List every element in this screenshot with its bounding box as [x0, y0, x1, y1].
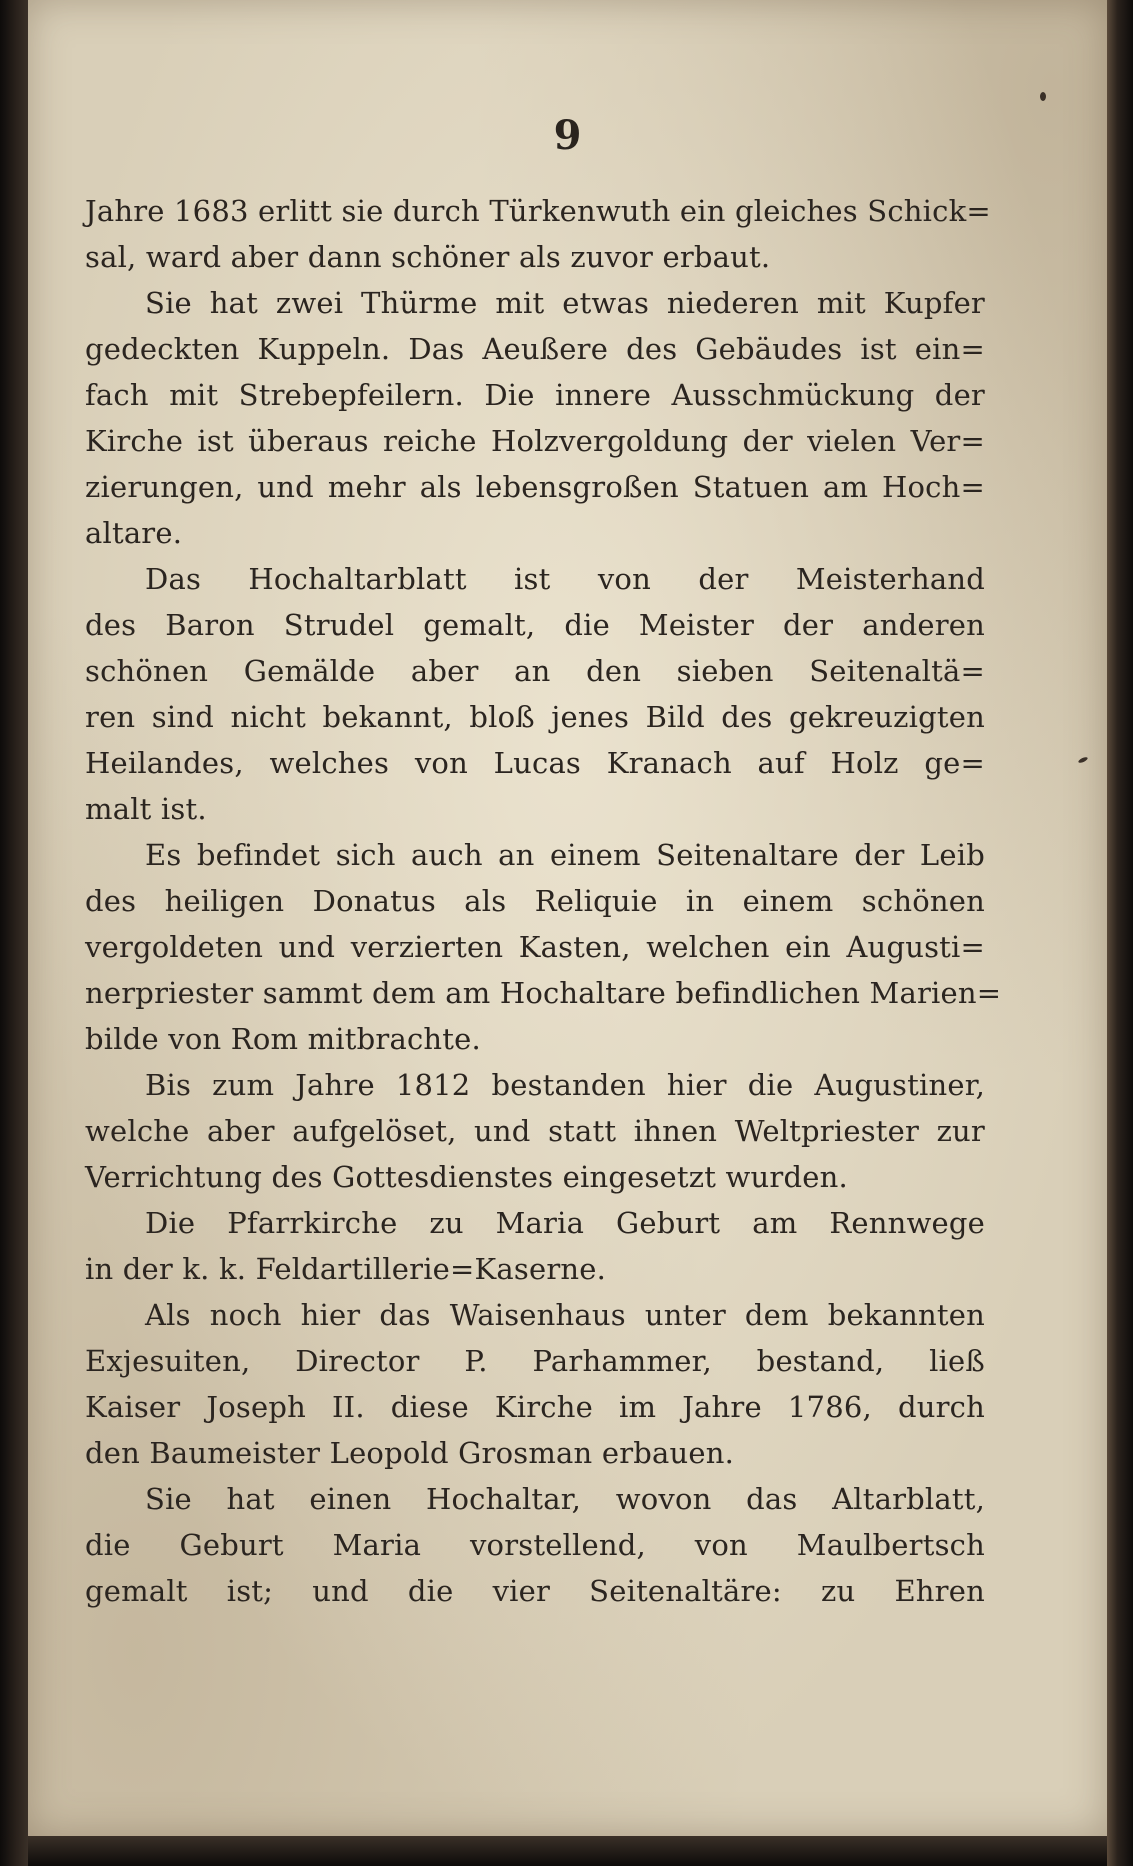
text-line: Die Pfarrkirche zu Maria Geburt am Rennwege — [145, 1206, 985, 1240]
text-line: des Baron Strudel gemalt, die Meister der anderen — [85, 608, 985, 642]
text-line: malt ist. — [85, 792, 207, 826]
page-number: 9 — [553, 112, 582, 159]
text-line: gemalt ist; und die vier Seitenaltäre: zu Ehren — [85, 1574, 985, 1608]
text-line: Heilandes, welches von Lucas Kranach auf Holz ge= — [85, 746, 985, 780]
text-line: ren sind nicht bekannt, bloß jenes Bild des gekreuzigten — [85, 700, 985, 734]
text-line: Jahre 1683 erlitt sie durch Türkenwuth ein gleiches Schick= — [85, 194, 991, 228]
text-line: altare. — [85, 516, 183, 550]
paper-page — [28, 0, 1107, 1836]
text-line: zierungen, und mehr als lebensgroßen Statuen am Hoch= — [85, 470, 985, 504]
text-line: die Geburt Maria vorstellend, von Maulbertsch — [85, 1528, 985, 1562]
text-line: Sie hat einen Hochaltar, wovon das Altarblatt, — [145, 1482, 985, 1516]
text-line: nerpriester sammt dem am Hochaltare befindlichen Marien= — [85, 976, 1002, 1010]
text-line: fach mit Strebepfeilern. Die innere Ausschmückung der — [85, 378, 985, 412]
text-line: des heiligen Donatus als Reliquie in einem schönen — [85, 884, 985, 918]
book-spine — [0, 0, 28, 1866]
text-line: in der k. k. Feldartillerie=Kaserne. — [85, 1252, 607, 1286]
body-text — [85, 188, 1002, 1614]
text-line: Als noch hier das Waisenhaus unter dem bekannten — [145, 1298, 985, 1332]
text-line: schönen Gemälde aber an den sieben Seitenaltä= — [85, 654, 985, 688]
text-line: den Baumeister Leopold Grosman erbauen. — [85, 1436, 735, 1470]
text-line: gedeckten Kuppeln. Das Aeußere des Gebäudes ist ein= — [85, 332, 985, 366]
text-line: Exjesuiten, Director P. Parhammer, bestand, ließ — [85, 1344, 985, 1378]
ink-speck — [1040, 92, 1046, 101]
text-line: Kirche ist überaus reiche Holzvergoldung der vielen Ver= — [85, 424, 985, 458]
text-line: welche aber aufgelöset, und statt ihnen Weltpriester zur — [85, 1114, 985, 1148]
text-line: bilde von Rom mitbrachte. — [85, 1022, 481, 1056]
text-line: Kaiser Joseph II. diese Kirche im Jahre 1786, durch — [85, 1390, 985, 1424]
text-line: sal, ward aber dann schöner als zuvor erbaut. — [85, 240, 771, 274]
page-edge-bottom — [28, 1836, 1107, 1866]
text-line: Sie hat zwei Thürme mit etwas niederen mit Kupfer — [145, 286, 985, 320]
page-edge-right — [1107, 0, 1133, 1866]
text-line: Verrichtung des Gottesdienstes eingesetzt wurden. — [85, 1160, 848, 1194]
text-line: Das Hochaltarblatt ist von der Meisterhand — [145, 562, 985, 596]
text-line: Es befindet sich auch an einem Seitenaltare der Leib — [145, 838, 985, 872]
text-line: vergoldeten und verzierten Kasten, welchen ein Augusti= — [85, 930, 985, 964]
ink-speck — [1078, 756, 1089, 764]
text-line: Bis zum Jahre 1812 bestanden hier die Augustiner, — [145, 1068, 985, 1102]
